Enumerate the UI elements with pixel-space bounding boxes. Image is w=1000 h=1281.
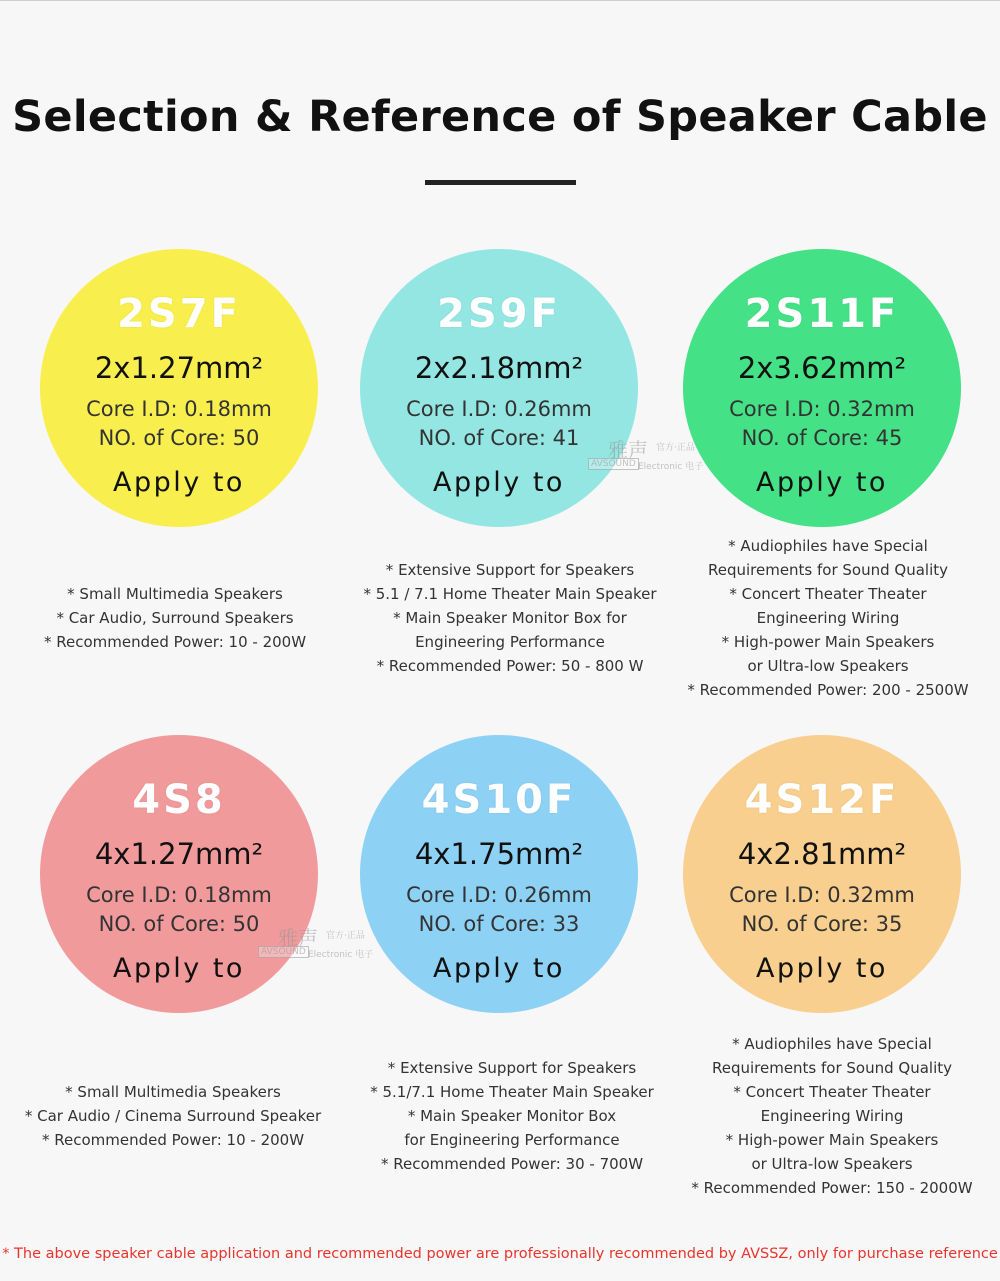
notes-2s7f xyxy=(15,582,335,654)
note-line: * Car Audio, Surround Speakers xyxy=(56,609,294,627)
note-line: Engineering Wiring xyxy=(756,609,900,627)
apply-to-label: Apply to xyxy=(433,467,565,498)
note-line: * 5.1/7.1 Home Theater Main Speaker xyxy=(370,1083,654,1101)
watermark-en: AVSOUND xyxy=(588,458,639,470)
page-title: Selection & Reference of Speaker Cable xyxy=(12,92,988,142)
note-line: * Extensive Support for Speakers xyxy=(387,1059,637,1077)
note-line: * Main Speaker Monitor Box for xyxy=(393,609,627,627)
watermark-logo xyxy=(258,922,398,970)
note-line: * Concert Theater Theater xyxy=(733,1083,931,1101)
watermark-sub: 官方·正品 xyxy=(326,931,365,941)
cable-spec: 2x3.62mm² xyxy=(737,351,907,385)
top-border xyxy=(0,0,1000,1)
note-line: * Audiophiles have Special xyxy=(728,537,928,555)
cable-circle-4s8 xyxy=(40,735,318,1013)
core-id: Core I.D: 0.26mm xyxy=(406,883,592,907)
core-id: Core I.D: 0.18mm xyxy=(86,883,272,907)
core-count: NO. of Core: 33 xyxy=(418,912,580,936)
notes-2s9f xyxy=(350,558,670,678)
core-count: NO. of Core: 50 xyxy=(98,912,260,936)
notes-4s8 xyxy=(13,1080,333,1152)
core-count: NO. of Core: 45 xyxy=(741,426,903,450)
notes-4s10f xyxy=(352,1056,672,1176)
notes-2s11f xyxy=(668,534,988,702)
note-line: * Recommended Power: 150 - 2000W xyxy=(691,1179,973,1197)
note-line: * Small Multimedia Speakers xyxy=(65,1083,281,1101)
cable-circle-4s12f xyxy=(683,735,961,1013)
apply-to-label: Apply to xyxy=(756,953,888,984)
note-line: * Car Audio / Cinema Surround Speaker xyxy=(24,1107,322,1125)
cable-model: 4S8 xyxy=(132,777,226,823)
core-count: NO. of Core: 41 xyxy=(418,426,580,450)
note-line: * Recommended Power: 10 - 200W xyxy=(43,633,307,651)
core-id: Core I.D: 0.18mm xyxy=(86,397,272,421)
watermark-cn: 雅声 xyxy=(608,438,648,462)
note-line: Engineering Wiring xyxy=(760,1107,904,1125)
watermark-sub: 官方·正品 xyxy=(656,443,695,453)
note-line: * High-power Main Speakers xyxy=(721,633,935,651)
cable-circle-2s7f xyxy=(40,249,318,527)
note-line: or Ultra-low Speakers xyxy=(747,657,909,675)
core-id: Core I.D: 0.32mm xyxy=(729,397,915,421)
notes-4s12f xyxy=(672,1032,992,1200)
cable-model: 2S11F xyxy=(744,291,900,337)
cable-spec: 4x1.75mm² xyxy=(414,837,584,871)
cable-model: 2S7F xyxy=(117,291,241,337)
cable-model: 4S12F xyxy=(744,777,900,823)
note-line: Requirements for Sound Quality xyxy=(711,1059,953,1077)
note-line: * Concert Theater Theater xyxy=(729,585,927,603)
title-underline xyxy=(425,180,576,185)
cable-spec: 2x1.27mm² xyxy=(94,351,264,385)
cable-circle-2s9f xyxy=(360,249,638,527)
core-count: NO. of Core: 50 xyxy=(98,426,260,450)
watermark-en2: Electronic 电子 xyxy=(638,462,704,472)
apply-to-label: Apply to xyxy=(756,467,888,498)
note-line: * Audiophiles have Special xyxy=(732,1035,932,1053)
watermark-cn: 雅声 xyxy=(278,926,318,950)
note-line: or Ultra-low Speakers xyxy=(751,1155,913,1173)
note-line: * Main Speaker Monitor Box xyxy=(407,1107,617,1125)
watermark-en2: Electronic 电子 xyxy=(308,950,374,960)
cable-circle-4s10f xyxy=(360,735,638,1013)
note-line: Engineering Performance xyxy=(415,633,605,651)
core-id: Core I.D: 0.32mm xyxy=(729,883,915,907)
note-line: * Recommended Power: 50 - 800 W xyxy=(376,657,644,675)
apply-to-label: Apply to xyxy=(113,467,245,498)
note-line: * Extensive Support for Speakers xyxy=(385,561,635,579)
note-line: Requirements for Sound Quality xyxy=(707,561,949,579)
cable-model: 2S9F xyxy=(437,291,561,337)
apply-to-label: Apply to xyxy=(433,953,565,984)
core-id: Core I.D: 0.26mm xyxy=(406,397,592,421)
cable-circle-2s11f xyxy=(683,249,961,527)
note-line: * Small Multimedia Speakers xyxy=(67,585,283,603)
cable-spec: 4x1.27mm² xyxy=(94,837,264,871)
note-line: * High-power Main Speakers xyxy=(725,1131,939,1149)
note-line: * Recommended Power: 30 - 700W xyxy=(380,1155,644,1173)
watermark-logo xyxy=(588,434,728,482)
note-line: * 5.1 / 7.1 Home Theater Main Speaker xyxy=(363,585,657,603)
note-line: * Recommended Power: 200 - 2500W xyxy=(687,681,969,699)
footer-disclaimer: * The above speaker cable application and recommended power are professionally recommended by AVSSZ, only for purchase reference xyxy=(2,1246,998,1262)
cable-spec: 2x2.18mm² xyxy=(414,351,584,385)
note-line: for Engineering Performance xyxy=(404,1131,620,1149)
core-count: NO. of Core: 35 xyxy=(741,912,903,936)
cable-spec: 4x2.81mm² xyxy=(737,837,907,871)
cable-model: 4S10F xyxy=(421,777,577,823)
note-line: * Recommended Power: 10 - 200W xyxy=(41,1131,305,1149)
apply-to-label: Apply to xyxy=(113,953,245,984)
watermark-en: AVSOUND xyxy=(258,946,309,958)
